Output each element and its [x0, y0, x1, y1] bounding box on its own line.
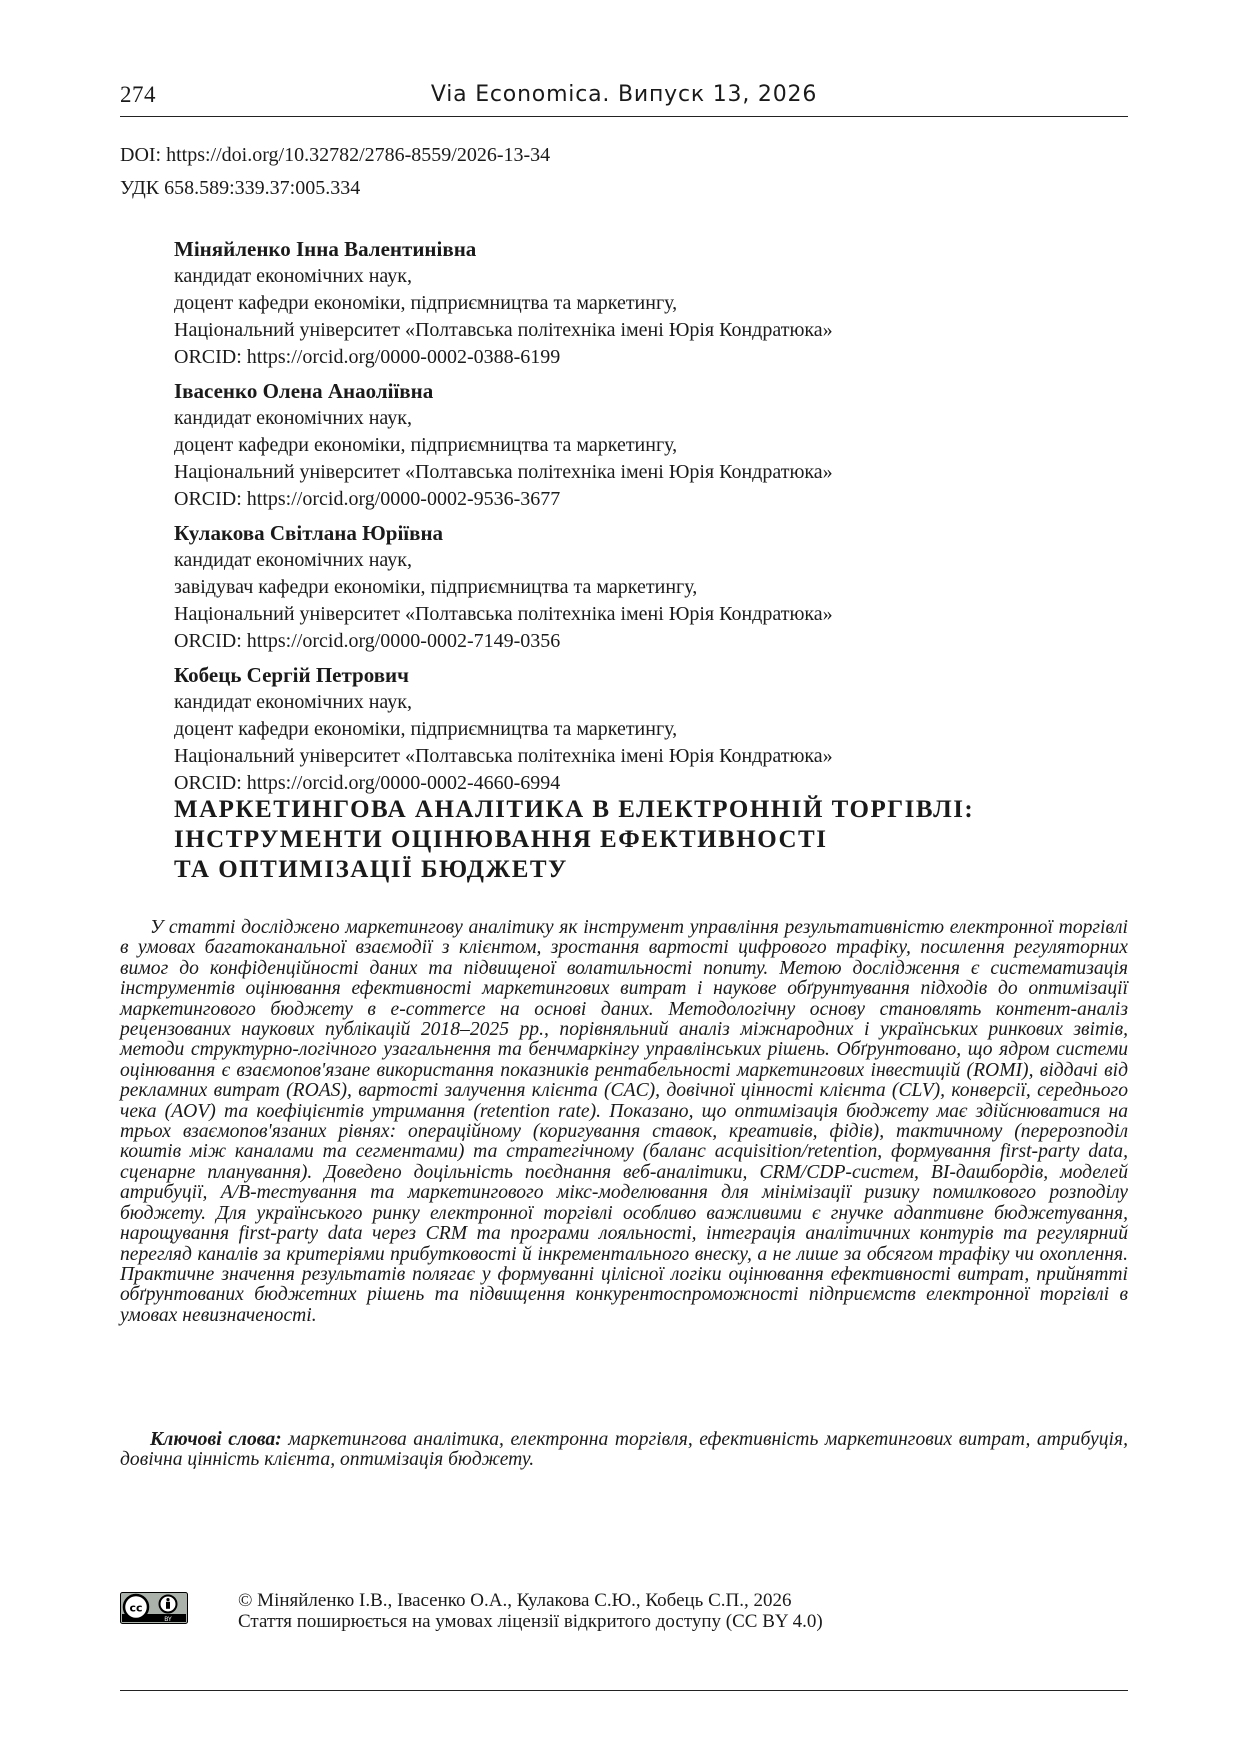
cc-badge-text: cc	[129, 1601, 143, 1615]
author-name: Кулакова Світлана Юріївна	[174, 521, 444, 545]
author-university: Національний університет «Полтавська політехніка імені Юрія Кондратюка»	[174, 461, 833, 483]
author-degree: кандидат економічних наук,	[174, 691, 413, 713]
udc-line: УДК 658.589:339.37:005.334	[120, 177, 361, 199]
doi-line[interactable]: DOI: https://doi.org/10.32782/2786-8559/2026-13-34	[120, 144, 551, 166]
author-block	[174, 378, 1114, 513]
author-degree: кандидат економічних наук,	[174, 549, 413, 571]
author-university: Національний університет «Полтавська політехніка імені Юрія Кондратюка»	[174, 319, 833, 341]
copyright-line: © Міняйленко І.В., Івасенко О.А., Кулакова С.Ю., Кобець С.П., 2026	[238, 1590, 792, 1611]
author-position: завідувач кафедри економіки, підприємництва та маркетингу,	[174, 576, 698, 598]
author-degree: кандидат економічних наук,	[174, 265, 413, 287]
author-orcid[interactable]: ORCID: https://orcid.org/0000-0002-4660-6994	[174, 772, 561, 794]
title-line: ІНСТРУМЕНТИ ОЦІНЮВАННЯ ЕФЕКТИВНОСТІ	[174, 826, 828, 853]
author-orcid[interactable]: ORCID: https://orcid.org/0000-0002-9536-3677	[174, 488, 561, 510]
author-name: Міняйленко Інна Валентинівна	[174, 237, 477, 261]
author-degree: кандидат економічних наук,	[174, 407, 413, 429]
page-number: 274	[120, 82, 156, 107]
keywords-label: Ключові слова:	[150, 1429, 282, 1450]
abstract-text: У статті досліджено маркетингову аналітику як інструмент управління результативністю електронної торгівлі в умовах багатоканальної взаємодії з клієнтом, зростання вартості цифрового трафіку, посилення регуляторних вимог до конфіденційності даних та підвищеної волатильності попиту. Метою дослідження є систематизація інструментів оцінювання ефективності маркетингових витрат і наукове обґрунтування підходів до оптимізації маркетингового бюджету в e-commerce на основі даних. Методологічну основу становлять контент-аналіз рецензованих наукових публікацій 2018–2025 рр., порівняльний аналіз міжнародних і українських ринкових звітів, методи структурно-логічного узагальнення та бенчмаркінгу управлінських рішень. Обґрунтовано, що ядром системи оцінювання є взаємопов'язане використання показників рентабельності маркетингових інвестицій (ROMI), віддачі від рекламних витрат (ROAS), вартості залучення клієнта (CAC), довічної цінності клієнта (CLV), конверсії, середнього чека (AOV) та коефіцієнтів утримання (retention rate). Показано, що оптимізація бюджету має здійснюватися на трьох взаємопов'язаних рівнях: операційному (коригування ставок, креативів, фідів), тактичному (перерозподіл коштів між каналами та сегментами) та стратегічному (баланс acquisition/retention, формування first-party data, сценарне планування). Доведено доцільність поєднання веб-аналітики, CRM/CDP-систем, BI-дашбордів, моделей атрибуції, A/B-тестування та маркетингового мікс-моделювання для мінімізації ризику помилкового розподілу бюджету. Для українського ринку електронної торгівлі особливо важливими є гнучке адаптивне бюджетування, нарощування first-party data через CRM та програми лояльності, інтеграція аналітичних контурів та регулярний перегляд каналів за критеріями прибутковості й інкрементального внеску, а не лише за обсягом трафіку чи охоплення. Практичне значення результатів полягає у формуванні цілісної логіки оцінювання ефективності витрат, прийнятті обґрунтованих бюджетних рішень та підвищення конкурентоспроможності підприємств електронної торгівлі в умовах невизначеності.	[120, 917, 1128, 1326]
author-position: доцент кафедри економіки, підприємництва та маркетингу,	[174, 292, 678, 314]
article-title	[174, 795, 1074, 885]
keywords	[120, 1430, 1128, 1471]
by-badge-text: BY	[164, 1616, 172, 1623]
author-name: Івасенко Олена Анаоліївна	[174, 379, 434, 403]
author-block	[174, 662, 1114, 797]
author-orcid[interactable]: ORCID: https://orcid.org/0000-0002-0388-6199	[174, 346, 561, 368]
title-line: ТА ОПТИМІЗАЦІЇ БЮДЖЕТУ	[174, 856, 568, 883]
title-line: МАРКЕТИНГОВА АНАЛІТИКА В ЕЛЕКТРОННІЙ ТОРГІВЛІ:	[174, 796, 975, 823]
author-position: доцент кафедри економіки, підприємництва та маркетингу,	[174, 434, 678, 456]
page-header	[120, 82, 1128, 117]
author-orcid[interactable]: ORCID: https://orcid.org/0000-0002-7149-0356	[174, 630, 561, 652]
author-name: Кобець Сергій Петрович	[174, 663, 409, 687]
author-university: Національний університет «Полтавська політехніка імені Юрія Кондратюка»	[174, 603, 833, 625]
author-block	[174, 520, 1114, 655]
author-university: Національний університет «Полтавська політехніка імені Юрія Кондратюка»	[174, 745, 833, 767]
author-position: доцент кафедри економіки, підприємництва та маркетингу,	[174, 718, 678, 740]
license-notice	[238, 1590, 823, 1632]
author-block	[174, 236, 1114, 371]
cc-by-license-icon[interactable]	[120, 1592, 188, 1624]
license-terms: Стаття поширюється на умовах ліцензії відкритого доступу (CC BY 4.0)	[238, 1611, 823, 1632]
keywords-text: маркетингова аналітика, електронна торгівля, ефективність маркетингових витрат, атрибуція, довічна цінність клієнта, оптимізація бюджету.	[120, 1429, 1128, 1471]
journal-title: Via Economica. Випуск 13, 2026	[430, 82, 818, 107]
footer-divider	[120, 1690, 1128, 1691]
author-list	[174, 236, 1114, 804]
